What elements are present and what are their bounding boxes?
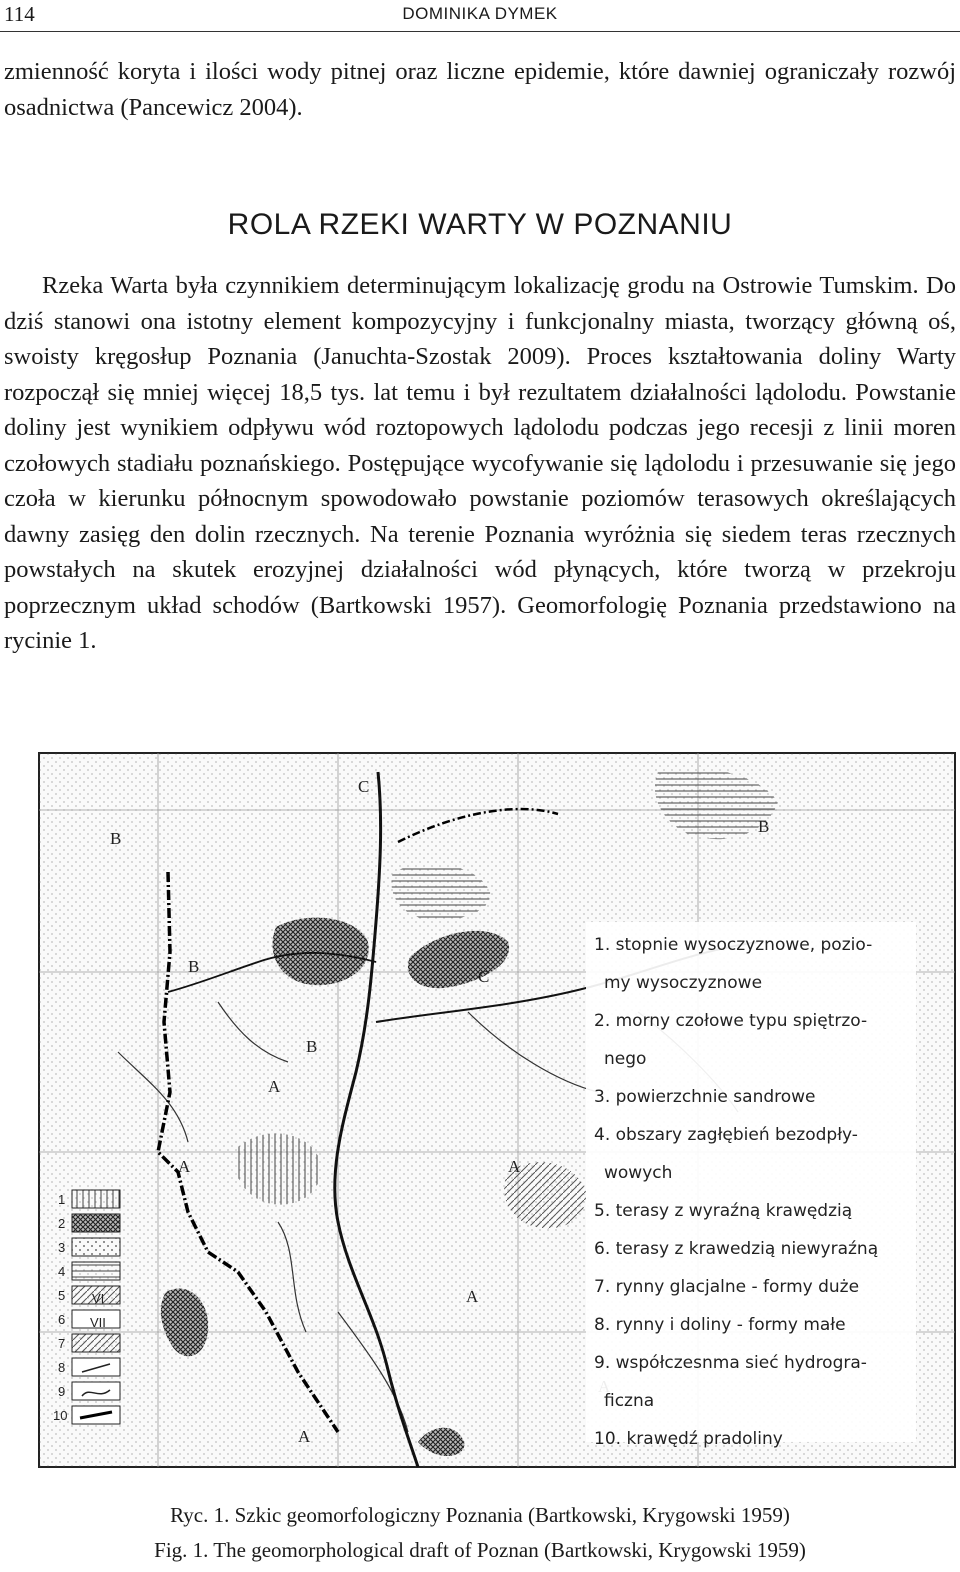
key-number: 1 xyxy=(58,1192,66,1207)
key-number: 4 xyxy=(58,1264,66,1279)
header-rule xyxy=(0,31,960,32)
legend-line: nego xyxy=(604,1049,647,1069)
svg-text:B: B xyxy=(306,1037,318,1056)
page-header xyxy=(0,0,960,30)
svg-text:C: C xyxy=(478,967,490,986)
key-number: 2 xyxy=(58,1216,66,1231)
figure-caption-en: Fig. 1. The geomorphological draft of Poznan (Bartkowski, Krygowski 1959) xyxy=(154,1538,806,1562)
legend-line: wowych xyxy=(604,1163,673,1183)
key-number: 3 xyxy=(58,1240,66,1255)
legend-line: 3. powierzchnie sandrowe xyxy=(594,1087,816,1107)
key-roman-label: VI xyxy=(92,1291,105,1306)
legend-line: 10. krawędź pradoliny xyxy=(594,1429,783,1449)
page-number: 114 xyxy=(4,2,35,26)
figure-caption-pl: Ryc. 1. Szkic geomorfologiczny Poznania (Bartkowski, Krygowski 1959) xyxy=(170,1503,790,1527)
svg-text:B: B xyxy=(188,957,200,976)
svg-text:A: A xyxy=(298,1427,311,1446)
key-roman-label: VII xyxy=(90,1315,106,1330)
paragraph-warta: Rzeka Warta była czynnikiem determinującym lokalizację grodu na Ostrowie Tumskim. Do dziś stanowi ona istotny element kompozycyjny i funkcjonalny miasta, tworzący główną oś, swoisty kręgosłup Poznania (Januchta-Szostak 2009). Proces kształtowania doliny Warty rozpoczął się mniej więcej 18,5 tys. lat temu i był rezultatem działalności lądolodu. Powstanie doliny jest wynikiem odpływu wód roztopowych lądolodu podczas jego recesji z linii moren czołowych stadiału poznańskiego. Postępujące wycofywanie się lądolodu i przesuwanie się jego czoła w kierunku północnym spowodowało powstanie poziomów terasowych określających dawny zasięg den dolin rzecznych. Na terenie Poznania wyróżnia się siedem teras rzecznych powstałych na skutek erozyjnej działalności wód płynących, które tworzą w przekroju poprzecznym układ schodów (Bartkowski 1957). Geomorfologię Poznania przedstawiono na rycinie 1. xyxy=(4,272,956,654)
paragraph-continuation: zmienność koryta i ilości wody pitnej oraz liczne epidemie, które dawniej ograniczały rozwój osadnictwa (Pancewicz 2004). xyxy=(4,58,956,121)
key-number: 8 xyxy=(58,1360,66,1375)
section-heading: ROLA RZEKI WARTY W POZNANIU xyxy=(227,208,733,241)
legend-line: ficzna xyxy=(604,1391,655,1411)
legend-line: 2. morny czołowe typu spiętrzo- xyxy=(594,1011,868,1031)
legend-line: 5. terasy z wyraźną krawędzią xyxy=(594,1201,853,1221)
svg-text:C: C xyxy=(358,777,370,796)
legend-line: my wysoczyznowe xyxy=(604,973,763,993)
legend-line: 9. współczesnma sieć hydrogra- xyxy=(594,1353,867,1373)
svg-text:A: A xyxy=(268,1077,281,1096)
key-number: 9 xyxy=(58,1384,66,1399)
key-number: 10 xyxy=(53,1408,68,1423)
svg-text:A: A xyxy=(178,1157,191,1176)
svg-text:B: B xyxy=(110,829,122,848)
svg-text:A: A xyxy=(508,1157,521,1176)
map-svg xyxy=(38,752,956,1468)
key-number: 6 xyxy=(58,1312,66,1327)
svg-text:A: A xyxy=(466,1287,479,1306)
running-title: DOMINIKA DYMEK xyxy=(402,4,558,23)
legend-line: 4. obszary zagłębień bezodpły- xyxy=(594,1125,858,1145)
svg-text:B: B xyxy=(758,817,770,836)
legend-line: 8. rynny i doliny - formy małe xyxy=(594,1315,846,1335)
legend-line: 6. terasy z krawedzią niewyraźną xyxy=(594,1239,879,1259)
legend-line: 7. rynny glacjalne - formy duże xyxy=(594,1277,860,1297)
key-number: 5 xyxy=(58,1288,66,1303)
geomorphological-map-figure xyxy=(38,752,956,1468)
legend-line: 1. stopnie wysoczyznowe, pozio- xyxy=(594,935,873,955)
key-number: 7 xyxy=(58,1336,66,1351)
